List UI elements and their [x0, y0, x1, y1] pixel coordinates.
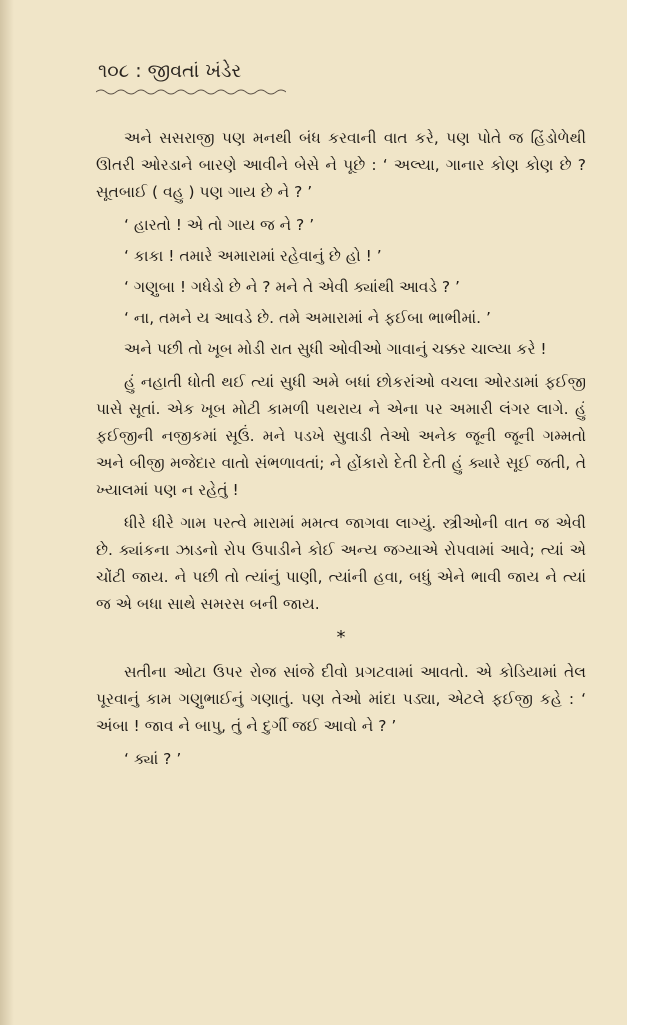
dialogue-line: ‘ કાકા ! તમારે અમારામાં રહેવાનું છે હો ! ’: [124, 247, 382, 265]
paragraph: સતીના ઓટા ઉપર રોજ સાંજે દીવો પ્રગટવામાં આવતો. એ કોડિયામાં તેલ પૂરવાનું કામ ગણુભાઈનું ગણાતું. પણ તેઓ માંદા પડ્યા, એટલે ફઈજી કહે : ‘ અંબા ! જાવ ને બાપુ, તું ને દુર્ગી જઈ આવો ને ? ’: [96, 663, 586, 735]
section-separator: *: [336, 627, 346, 648]
body-text: [96, 125, 586, 777]
dialogue-line: ‘ હારતો ! એ તો ગાય જ ને ? ’: [124, 216, 315, 234]
running-head-rule: [96, 88, 286, 96]
dialogue-line: ‘ ના, તમને ય આવડે છે. તમે અમારામાં ને ફઈબા ભાભીમાં. ’: [124, 309, 491, 327]
paragraph: હું નહાતી ધોતી થઈ ત્યાં સુધી અમે બધાં છોકરાંઓ વચલા ઓરડામાં ફઈજી પાસે સૂતાં. એક ખૂબ મોટી કામળી પથરાય ને એના પર અમારી લંગર લાગે. હું ફઈજીની નજીકમાં સૂઉં. મને પડખે સુવાડી તેઓ અનેક જૂની જૂની ગમ્મતો અને બીજી મજેદાર વાતો સંભળાવતાં; ને હોંકારો દેતી દેતી હું ક્યારે સૂઈ જતી, તે ખ્યાલમાં પણ ન રહેતું !: [96, 373, 586, 499]
paragraph: અને સસરાજી પણ મનથી બંધ કરવાની વાત કરે, પણ પોતે જ હિંડોળેથી ઊતરી ઓરડાને બારણે આવીને બેસે ને પૂછે : ‘ અલ્યા, ગાનાર કોણ કોણ છે ? સૂતબાઈ ( વહુ ) પણ ગાય છે ને ? ’: [96, 129, 586, 201]
page-fold-shadow: [0, 0, 14, 1025]
dialogue-line: ‘ ક્યાં ? ’: [124, 750, 182, 768]
paragraph: ધીરે ધીરે ગામ પરત્વે મારામાં મમત્વ જાગવા લાગ્યું. સ્ત્રીઓની વાત જ એવી છે. ક્યાંકના ઝાડનો રોપ ઉપાડીને કોઈ અન્ય જગ્યાએ રોપવામાં આવે; ત્યાં એ ચોંટી જાય. ને પછી તો ત્યાંનું પાણી, ત્યાંની હવા, બધું એને ભાવી જાય ને ત્યાં જ એ બધા સાથે સમરસ બની જાય.: [96, 514, 586, 613]
running-head: ૧૦૮ : જીવતાં ખંડેર: [98, 60, 242, 82]
dialogue-line: ‘ ગણુબા ! ગધેડો છે ને ? મને તે એવી ક્યાંથી આવડે ? ’: [124, 278, 460, 296]
page-edge: [627, 0, 649, 1025]
paragraph: અને પછી તો ખૂબ મોડી રાત સુધી ઓવીઓ ગાવાનું ચક્કર ચાલ્યા કરે !: [124, 340, 547, 358]
